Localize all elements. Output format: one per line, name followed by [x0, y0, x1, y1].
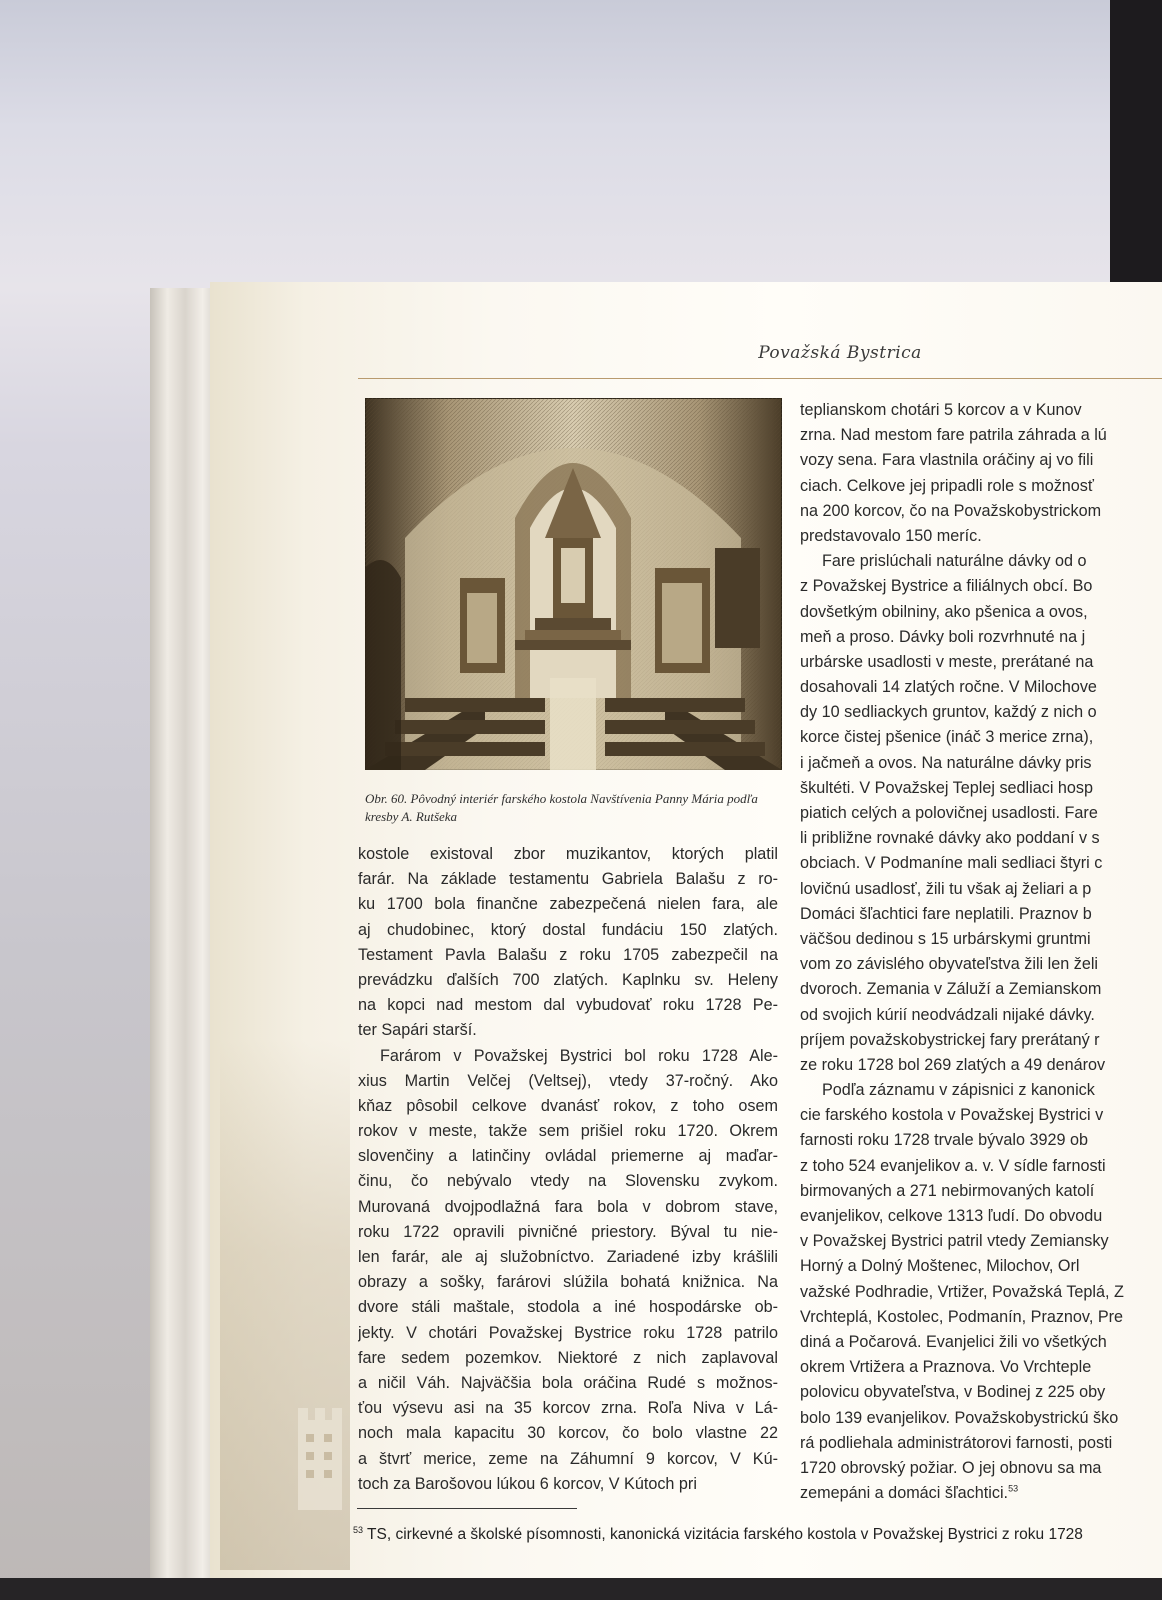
- text-line: [800, 1204, 1162, 1229]
- text-line: [800, 1456, 1162, 1481]
- text-line-content: Podľa záznamu v zápisnici z kanonick: [822, 1081, 1095, 1100]
- text-line-content: važské Podhradie, Vrtižer, Považská Teplá, Z: [800, 1282, 1124, 1301]
- text-line: [358, 1119, 778, 1144]
- text-line-content: diná a Počarová. Evanjelici žili vo všetkých: [800, 1332, 1107, 1351]
- text-line: [358, 1346, 778, 1371]
- text-line: [358, 842, 778, 867]
- text-line-content: ter Sapári starší.: [358, 1021, 477, 1040]
- castle-watermark-icon: [290, 1400, 350, 1510]
- text-line: [800, 524, 1162, 549]
- text-line-content: dy 10 sedliackych gruntov, každý z nich o: [800, 703, 1097, 722]
- text-line: [358, 1220, 778, 1245]
- text-line: [800, 952, 1162, 977]
- text-line-content: slovenčiny a latinčiny ovládal priemerne aj maďar-: [358, 1147, 778, 1166]
- text-line-content: kostole existoval zbor muzikantov, ktorých platil: [358, 845, 778, 863]
- figure-caption: Obr. 60. Pôvodný interiér farského kostola Navštívenia Panny Mária podľa kresby A. Rutšeka: [365, 791, 758, 824]
- text-line-content: Fare prislúchali naturálne dávky od o: [822, 552, 1087, 571]
- text-line-content: Murovaná dvojpodlažná fara bola v dobrom stave,: [358, 1197, 778, 1216]
- text-line: [358, 1295, 778, 1320]
- text-line: [800, 927, 1162, 952]
- text-line-content: zemepáni a domáci šľachtici.: [800, 1484, 1009, 1503]
- text-line: [800, 1355, 1162, 1380]
- text-line: [358, 1069, 778, 1094]
- text-line: [800, 826, 1162, 851]
- text-line: [800, 1078, 1162, 1103]
- text-line-content: bolo 139 evanjelikov. Považskobystrickú ško: [800, 1408, 1119, 1427]
- text-line-content: dovšetkým obilniny, ako pšenica a ovos,: [800, 602, 1088, 621]
- text-line: [800, 1305, 1162, 1330]
- text-line-content: urbárske usadlosti v meste, prerátané na: [800, 652, 1094, 671]
- text-line-content: rá podliehala administrátorovi farnosti, posti: [800, 1433, 1113, 1452]
- text-line-content: farnosti roku 1728 trvale bývalo 3929 ob: [800, 1131, 1088, 1150]
- text-line: [358, 1144, 778, 1169]
- church-interior-engraving: [365, 398, 782, 770]
- text-line-content: toch za Barošovou lúkou 6 korcov, V Kútoch pri: [358, 1474, 697, 1493]
- text-line-content: xius Martin Velčej (Veltsej), vtedy 37-ročný. Ako: [358, 1071, 778, 1090]
- text-line: [800, 1154, 1162, 1179]
- text-line: [800, 725, 1162, 750]
- text-line-content: farár. Na základe testamentu Gabriela Balašu z ro-: [358, 870, 778, 889]
- text-line-content: z toho 524 evanjelikov a. v. V sídle farnosti: [800, 1156, 1106, 1175]
- text-line-content: meň a proso. Dávky boli rozvrhnuté na j: [800, 627, 1086, 646]
- text-line-content: cie farského kostola v Považskej Bystrici v: [800, 1106, 1104, 1125]
- text-line-content: z Považskej Bystrice a filiálnych obcí. Bo: [800, 577, 1093, 596]
- text-line-content: noch mala kapacitu 30 korcov, čo bolo vlastne 22: [358, 1424, 778, 1443]
- text-line-content: Vrchteplá, Kostolec, Podmanín, Praznov, Pre: [800, 1307, 1124, 1326]
- text-line: [800, 877, 1162, 902]
- text-line: [358, 1270, 778, 1295]
- text-line: [800, 1179, 1162, 1204]
- text-line-content: lovičnú usadlosť, žili tu však aj želiari a p: [800, 879, 1092, 898]
- text-line-content: kňaz pôsobil celkove dvanásť rokov, z toho osem: [358, 1096, 778, 1115]
- text-line: [358, 1321, 778, 1346]
- text-line: [800, 1128, 1162, 1153]
- text-line: [358, 918, 778, 943]
- text-line-content: okrem Vrtižera a Praznova. Vo Vrchteple: [800, 1358, 1092, 1377]
- text-line-content: Horný a Dolný Moštenec, Milochov, Orl: [800, 1257, 1080, 1276]
- text-line-content: birmovaných a 271 nebirmovaných katolí: [800, 1181, 1095, 1200]
- text-line-content: 1720 obrovský požiar. O jej obnovu sa ma: [800, 1458, 1102, 1477]
- text-line-content: príjem považskobystrickej fary prerátaný r: [800, 1030, 1100, 1049]
- text-line: [358, 1094, 778, 1119]
- text-line: [800, 1380, 1162, 1405]
- text-line-content: teplianskom chotári 5 korcov a v Kunov: [800, 401, 1082, 419]
- text-line-content: a ničil Váh. Najväčšia bola oráčina Rudé s možnos-: [358, 1373, 778, 1392]
- text-line-content: v Považskej Bystrici patril vtedy Zemiansky: [800, 1232, 1109, 1251]
- text-line: [800, 977, 1162, 1002]
- text-line: [800, 1431, 1162, 1456]
- text-line-content: polovicu obyvateľstva, v Bodinej z 225 oby: [800, 1383, 1106, 1402]
- text-line-content: Farárom v Považskej Bystrici bol roku 1728 Ale-: [380, 1046, 778, 1065]
- text-line-content: ku 1700 bola finančne zabezpečená nielen fara, ale: [358, 895, 778, 914]
- text-line: [358, 943, 778, 968]
- text-line-content: ťou výsevu asi na 35 korcov zrna. Roľa Niva v Lá-: [358, 1399, 778, 1418]
- text-line: [800, 1103, 1162, 1128]
- text-line-content: rokov v meste, takže sem prišiel roku 1720. Okrem: [358, 1122, 778, 1141]
- text-line: [800, 448, 1162, 473]
- text-line: [358, 1421, 778, 1446]
- footnote-text: TS, cirkevné a školské písomnosti, kanonická vizitácia farského kostola v Považskej Bystrici z roku 1728: [363, 1526, 1083, 1543]
- text-line: [800, 423, 1162, 448]
- text-line: [800, 1028, 1162, 1053]
- text-line: [800, 675, 1162, 700]
- text-line: [800, 751, 1162, 776]
- text-line-content: dvore stáli maštale, stodola a iné hospodárske ob-: [358, 1298, 778, 1317]
- text-line: [358, 1169, 778, 1194]
- text-line: [800, 499, 1162, 524]
- text-line: [358, 1472, 778, 1497]
- text-line-content: len farár, ale aj služobníctvo. Zariadené izby krášlili: [358, 1248, 778, 1266]
- text-line: [358, 892, 778, 917]
- text-line-content: obrazy a sošky, farárovi slúžila bohatá knižnica. Na: [358, 1273, 778, 1292]
- text-line-content: predstavovalo 150 meríc.: [800, 526, 982, 545]
- text-line-content: na kopci nad mestom dal vybudovať roku 1728 Pe-: [358, 996, 778, 1015]
- text-line: [358, 1245, 778, 1270]
- right-text-column: [800, 398, 1162, 1506]
- text-line: [800, 574, 1162, 599]
- left-text-column: [358, 842, 778, 1497]
- text-line-content: roku 1722 opravili pivničné priestory. Býval tu nie-: [358, 1222, 778, 1241]
- text-line: [800, 1003, 1162, 1028]
- text-line: [800, 902, 1162, 927]
- text-line-content: činu, čo nebývalo vtedy na Slovensku zvykom.: [358, 1172, 778, 1191]
- text-line-content: jekty. V chotári Považskej Bystrice roku 1728 patrilo: [358, 1323, 778, 1342]
- text-line-content: piatich celých a polovičnej usadlosti. Fare: [800, 804, 1098, 822]
- text-line-content: väčšou dedinou s 15 urbárskymi gruntmi: [800, 929, 1091, 948]
- text-line-content: a štvrť merice, zeme na Záhumní 9 korcov, V Kú-: [358, 1449, 778, 1468]
- text-line-content: ze roku 1728 bol 269 zlatých a 49 denárov: [800, 1055, 1106, 1074]
- text-line: [358, 993, 778, 1018]
- text-line-content: zrna. Nad mestom fare patrila záhrada a lú: [800, 426, 1107, 445]
- text-line: [358, 1447, 778, 1472]
- text-line: [358, 867, 778, 892]
- header-rule: [358, 378, 1162, 379]
- footnote-number: 53: [353, 1526, 364, 1535]
- text-line-content: Testament Pavla Balašu z roku 1705 zabezpečil na: [358, 945, 778, 964]
- text-line: [800, 1406, 1162, 1431]
- text-line: [800, 1229, 1162, 1254]
- text-line-content: Domáci šľachtici fare neplatili. Praznov b: [800, 904, 1092, 923]
- text-line: [800, 801, 1162, 826]
- text-line: [800, 1053, 1162, 1078]
- text-line: [358, 1044, 778, 1069]
- text-line-content: ciach. Celkove jej pripadli role s možnosť: [800, 476, 1094, 495]
- text-line-content: obciach. V Podmaníne mali sedliaci štyri c: [800, 854, 1103, 873]
- text-line-content: vozy sena. Fara vlastnila oráčiny aj vo fili: [800, 451, 1094, 470]
- footnote: [353, 1526, 1162, 1544]
- text-line: [358, 1371, 778, 1396]
- footnote-rule: [357, 1508, 577, 1509]
- text-line: [800, 600, 1162, 625]
- scanner-bottom-edge: [0, 1578, 1162, 1600]
- text-line: [800, 1330, 1162, 1355]
- text-line: [358, 968, 778, 993]
- text-line-content: korce čistej pšenice (ináč 3 merice zrna),: [800, 728, 1094, 747]
- running-header: Považská Bystrica: [758, 343, 922, 363]
- text-line-content: evanjelikov, celkove 1313 ľudí. Do obvodu: [800, 1207, 1103, 1225]
- text-line-content: škultéti. V Považskej Teplej sedliaci hosp: [800, 778, 1094, 797]
- text-line-content: dosahovali 14 zlatých ročne. V Milochove: [800, 678, 1097, 697]
- text-line: [800, 549, 1162, 574]
- scanner-edge-shadow: [1110, 0, 1162, 290]
- text-line-content: prevádzku ďalších 700 zlatých. Kaplnku sv. Heleny: [358, 970, 778, 989]
- text-line: [800, 776, 1162, 801]
- text-line: [800, 650, 1162, 675]
- text-line-content: li približne rovnaké dávky ako poddaní v s: [800, 829, 1100, 848]
- text-line: [800, 1280, 1162, 1305]
- text-line-content: i jačmeň a ovos. Na naturálne dávky pris: [800, 753, 1092, 772]
- text-line: [800, 851, 1162, 876]
- footnote-reference: 53: [1008, 1483, 1019, 1494]
- text-line: [800, 625, 1162, 650]
- text-line-content: na 200 korcov, čo na Považskobystrickom: [800, 501, 1102, 520]
- text-line-content: fare sedem pozemkov. Niektoré z nich zaplavoval: [358, 1348, 778, 1367]
- text-line-content: dvoroch. Zemania v Záluží a Zemianskom: [800, 980, 1102, 999]
- text-line-content: aj chudobinec, ktorý dostal fundáciu 150 zlatých.: [358, 920, 778, 939]
- text-line: [358, 1195, 778, 1220]
- text-line: [800, 700, 1162, 725]
- text-line-content: vom zo závislého obyvateľstva žili len želi: [800, 955, 1099, 974]
- text-line: [358, 1396, 778, 1421]
- text-line: [800, 1254, 1162, 1279]
- text-line-content: od svojich kúrií neodvádzali nijaké dávky.: [800, 1005, 1095, 1024]
- text-line: [800, 474, 1162, 499]
- text-line: [800, 1481, 1162, 1506]
- text-line: [800, 398, 1162, 423]
- text-line: [358, 1018, 778, 1043]
